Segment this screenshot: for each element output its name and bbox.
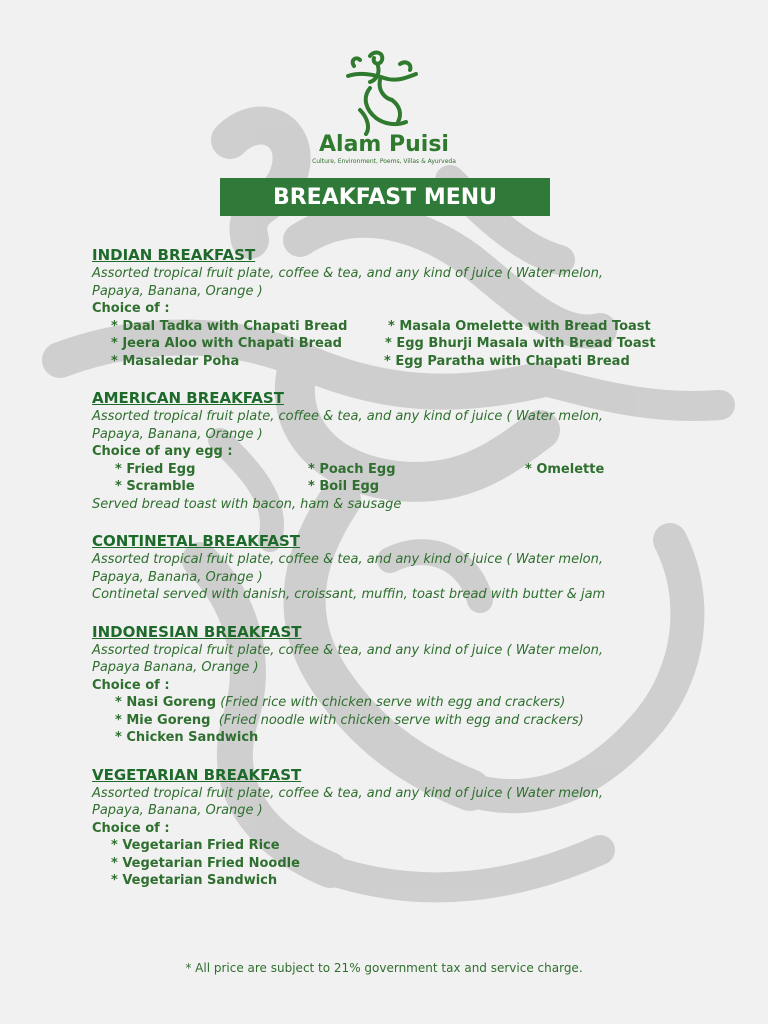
menu-item-row xyxy=(92,318,712,336)
menu-item: * Fried Egg xyxy=(115,461,196,477)
section-description: Papaya, Banana, Orange ) xyxy=(92,569,263,585)
section-indonesian-breakfast xyxy=(92,623,712,747)
menu-item: * Jeera Aloo with Chapati Bread xyxy=(111,336,342,351)
menu-item-name: * Chicken Sandwich xyxy=(115,730,259,745)
menu-item: * Vegetarian Sandwich xyxy=(111,873,278,888)
section-heading: AMERICAN BREAKFAST xyxy=(92,389,284,407)
choice-label: Choice of : xyxy=(92,677,170,693)
menu-item xyxy=(115,694,712,712)
section-description: Papaya Banana, Orange ) xyxy=(92,660,259,675)
section-description: Papaya, Banana, Orange ) xyxy=(92,803,263,818)
menu-item xyxy=(115,712,712,730)
section-heading: INDONESIAN BREAKFAST xyxy=(92,622,302,641)
menu-item: * Masala Omelette with Bread Toast xyxy=(388,318,651,334)
menu-content xyxy=(92,246,712,909)
menu-title: BREAKFAST MENU xyxy=(220,178,550,216)
section-description: Papaya, Banana, Orange ) xyxy=(92,283,263,299)
section-heading: VEGETARIAN BREAKFAST xyxy=(92,765,302,784)
menu-item-row xyxy=(92,478,712,496)
section-continental-breakfast xyxy=(92,532,712,604)
section-description: Assorted tropical fruit plate, coffee & tea, and any kind of juice ( Water melon, xyxy=(92,642,604,658)
section-vegetarian-breakfast xyxy=(92,766,712,890)
dancer-logo-icon xyxy=(340,48,424,136)
section-description: Papaya, Banana, Orange ) xyxy=(92,426,263,442)
menu-items xyxy=(92,694,712,747)
menu-items xyxy=(92,837,712,890)
section-heading: CONTINETAL BREAKFAST xyxy=(92,532,301,550)
choice-label: Choice of : xyxy=(92,301,170,316)
section-description: Assorted tropical fruit plate, coffee & tea, and any kind of juice ( Water melon, xyxy=(92,266,604,281)
menu-item: * Scramble xyxy=(115,479,195,494)
menu-item-row xyxy=(92,335,712,353)
choice-label: Choice of any egg : xyxy=(92,444,233,459)
choice-label: Choice of : xyxy=(92,820,170,836)
menu-item: * Daal Tadka with Chapati Bread xyxy=(111,318,348,334)
section-description: Assorted tropical fruit plate, coffee & tea, and any kind of juice ( Water melon, xyxy=(92,785,604,801)
tax-footnote: * All price are subject to 21% government tax and service charge. xyxy=(185,961,583,975)
menu-item-name: * Nasi Goreng xyxy=(115,695,217,710)
menu-item: * Vegetarian Fried Noodle xyxy=(111,855,300,871)
menu-item: * Boil Egg xyxy=(308,479,380,494)
section-american-breakfast xyxy=(92,389,712,513)
menu-item-note: (Fried rice with chicken serve with egg and crackers) xyxy=(216,695,566,710)
section-description: Assorted tropical fruit plate, coffee & tea, and any kind of juice ( Water melon, xyxy=(92,552,604,567)
brand-name: Alam Puisi xyxy=(319,132,449,157)
menu-item: * Masaledar Poha xyxy=(111,353,240,369)
section-heading: INDIAN BREAKFAST xyxy=(92,246,256,264)
menu-items xyxy=(92,461,712,496)
menu-item: * Egg Paratha with Chapati Bread xyxy=(384,353,630,369)
section-description: Assorted tropical fruit plate, coffee & tea, and any kind of juice ( Water melon, xyxy=(92,409,604,424)
served-note: Continetal served with danish, croissant, muffin, toast bread with butter & jam xyxy=(92,587,606,602)
menu-item-note: (Fried noodle with chicken serve with egg and crackers) xyxy=(210,712,584,728)
menu-item: * Vegetarian Fried Rice xyxy=(111,838,280,853)
section-indian-breakfast xyxy=(92,246,712,370)
menu-item-row xyxy=(92,461,712,479)
menu-item: * Egg Bhurji Masala with Bread Toast xyxy=(385,336,656,351)
menu-item-name: * Mie Goreng xyxy=(115,712,211,728)
menu-item: * Poach Egg xyxy=(308,461,396,477)
brand-tagline: Culture, Environment, Poems, Villas & Ayurveda xyxy=(312,158,456,165)
served-note: Served bread toast with bacon, ham & sausage xyxy=(92,496,402,512)
menu-items xyxy=(92,318,712,371)
menu-item xyxy=(115,729,712,747)
menu-item: * Omelette xyxy=(525,461,605,477)
menu-item-row xyxy=(92,353,712,371)
